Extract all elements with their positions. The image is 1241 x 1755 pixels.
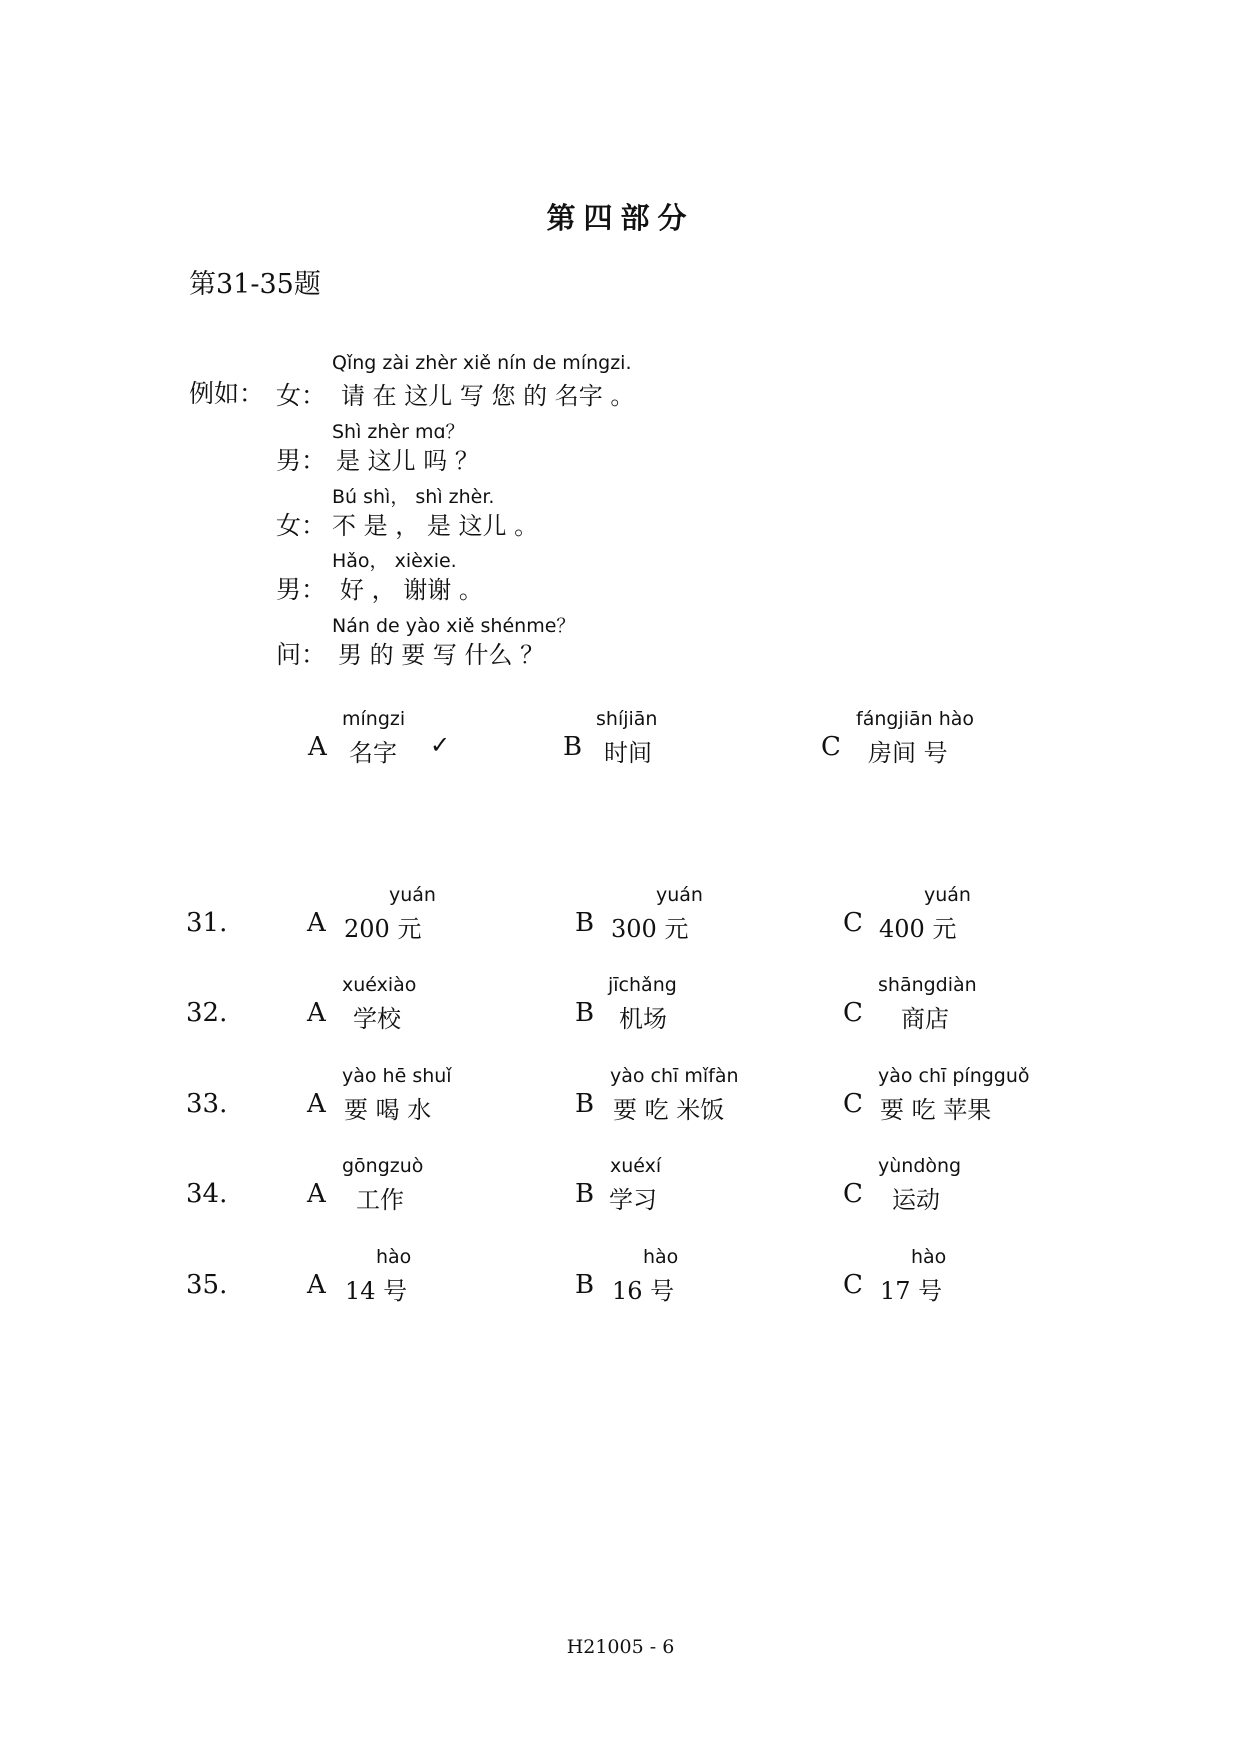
option-letter: B: [575, 1179, 595, 1209]
option-hanzi: 房间 号: [868, 739, 948, 767]
option-hanzi: 学校: [353, 1005, 401, 1033]
option-pinyin: yào hē shuǐ: [342, 1065, 452, 1087]
option-hanzi: 200 元: [344, 915, 422, 943]
example-label: 例如：: [189, 379, 265, 408]
example-pinyin: Hǎo， xièxie.: [332, 550, 457, 572]
option-hanzi: 17 号: [880, 1277, 943, 1305]
option-letter: C: [843, 998, 863, 1028]
option-pinyin: shíjiān: [596, 708, 658, 730]
example-pinyin: Shì zhèr mɑ？: [332, 421, 465, 443]
option-letter: C: [821, 732, 841, 762]
option-pinyin: yào chī mǐfàn: [610, 1065, 739, 1087]
option-pinyin: yuán: [924, 884, 971, 906]
question-range-title: 第31-35题: [189, 269, 321, 300]
option-pinyin: xuéxí: [610, 1155, 662, 1177]
page-footer: H21005 - 6: [566, 1636, 675, 1658]
example-pinyin: Nán de yào xiě shénme？: [332, 615, 576, 637]
option-letter: A: [307, 1270, 326, 1300]
option-letter: C: [843, 908, 863, 938]
option-pinyin: gōngzuò: [342, 1155, 424, 1177]
question-number: 31.: [186, 908, 228, 938]
option-hanzi: 要 吃 苹果: [880, 1096, 992, 1124]
option-hanzi: 要 喝 水: [344, 1096, 432, 1124]
example-hanzi: 不 是 ， 是 这儿 。: [332, 512, 539, 540]
option-pinyin: shāngdiàn: [878, 974, 977, 996]
question-number: 34.: [186, 1179, 228, 1209]
option-hanzi: 学习: [609, 1186, 657, 1214]
option-letter: A: [307, 998, 326, 1028]
option-pinyin: xuéxiào: [342, 974, 417, 996]
example-speaker: 男：: [276, 446, 327, 475]
example-pinyin: Qǐng zài zhèr xiě nín de míngzi.: [332, 352, 632, 374]
option-hanzi: 机场: [619, 1005, 667, 1033]
option-hanzi: 要 吃 米饭: [613, 1096, 725, 1124]
option-letter: A: [307, 1089, 326, 1119]
option-letter: B: [575, 908, 595, 938]
option-letter: A: [308, 732, 327, 762]
option-hanzi: 时间: [604, 739, 652, 767]
question-number: 32.: [186, 998, 228, 1028]
option-pinyin: yào chī píngguǒ: [878, 1065, 1030, 1087]
option-pinyin: hào: [376, 1246, 412, 1268]
option-hanzi: 工作: [356, 1186, 404, 1214]
option-pinyin: yùndòng: [878, 1155, 962, 1177]
option-hanzi: 300 元: [611, 915, 689, 943]
option-pinyin: fángjiān hào: [856, 708, 975, 730]
option-letter: A: [307, 1179, 326, 1209]
option-pinyin: jīchǎng: [608, 974, 677, 996]
option-letter: B: [575, 998, 595, 1028]
option-pinyin: hào: [911, 1246, 947, 1268]
example-hanzi: 请 在 这儿 写 您 的 名字 。: [341, 382, 635, 410]
example-speaker: 问：: [276, 640, 327, 669]
checkmark-icon: ✓: [430, 731, 451, 759]
example-hanzi: 是 这儿 吗 ？: [336, 447, 479, 475]
question-number: 35.: [186, 1270, 228, 1300]
option-pinyin: yuán: [656, 884, 703, 906]
option-hanzi: 名字: [349, 739, 397, 767]
option-hanzi: 14 号: [345, 1277, 408, 1305]
option-hanzi: 16 号: [612, 1277, 675, 1305]
option-letter: C: [843, 1179, 863, 1209]
example-speaker: 女：: [276, 511, 327, 540]
example-speaker: 女：: [276, 381, 327, 410]
option-pinyin: yuán: [389, 884, 436, 906]
example-speaker: 男：: [276, 575, 327, 604]
option-letter: B: [575, 1270, 595, 1300]
option-letter: C: [843, 1270, 863, 1300]
question-number: 33.: [186, 1089, 228, 1119]
option-letter: B: [575, 1089, 595, 1119]
example-pinyin: Bú shì， shì zhèr.: [332, 486, 495, 508]
option-pinyin: hào: [643, 1246, 679, 1268]
option-hanzi: 运动: [892, 1186, 940, 1214]
option-letter: B: [563, 732, 583, 762]
option-letter: A: [307, 908, 326, 938]
option-hanzi: 400 元: [879, 915, 957, 943]
option-hanzi: 商店: [901, 1005, 949, 1033]
example-hanzi: 好 ， 谢谢 。: [340, 576, 483, 604]
section-title: 第四部分: [546, 201, 695, 235]
option-letter: C: [843, 1089, 863, 1119]
example-hanzi: 男 的 要 写 什么 ？: [338, 641, 545, 669]
option-pinyin: míngzi: [342, 708, 406, 730]
